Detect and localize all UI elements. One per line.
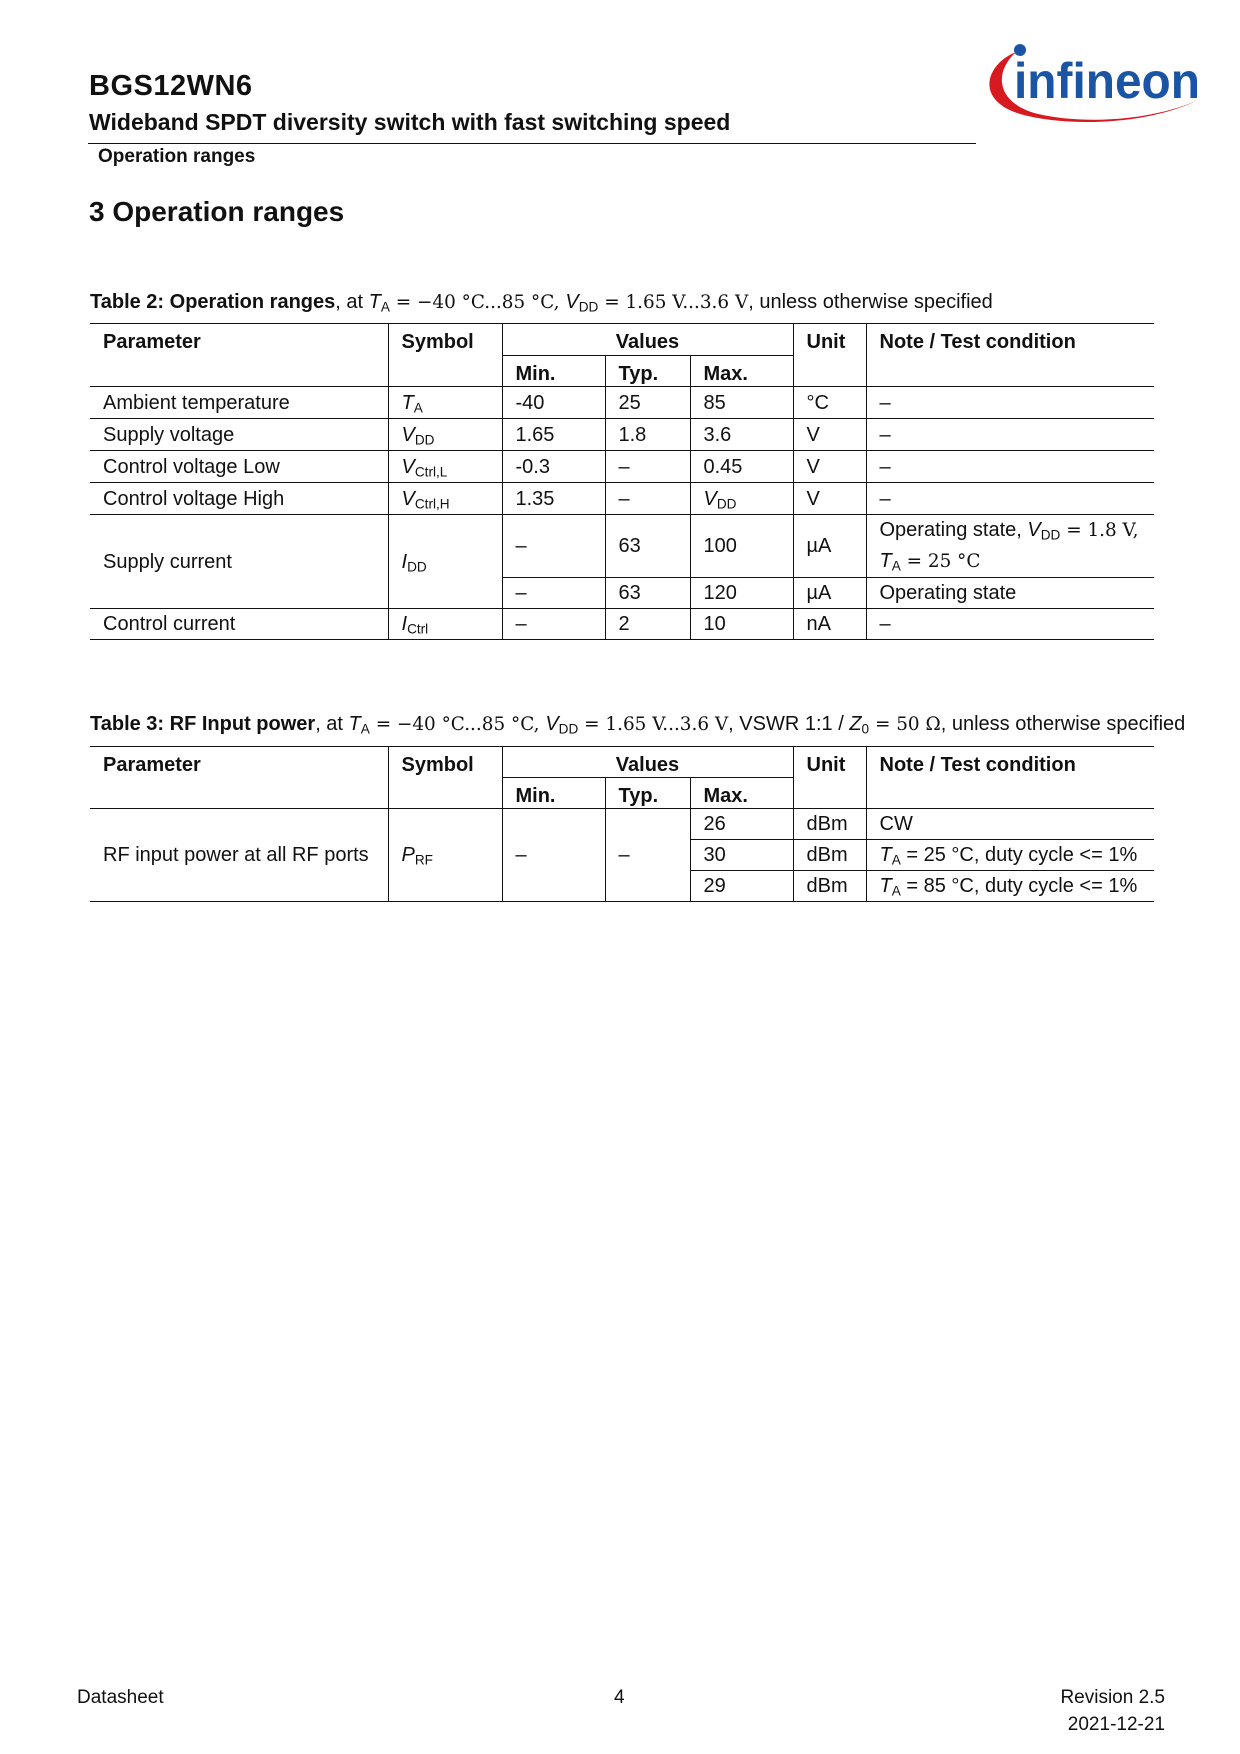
- header-values: Values: [502, 747, 793, 778]
- header-parameter: Parameter: [103, 754, 201, 776]
- header-unit: Unit: [793, 324, 866, 387]
- header-parameter: Parameter: [103, 331, 201, 353]
- operation-ranges-table: [90, 323, 1154, 640]
- header-rule: [88, 143, 976, 144]
- rf-input-power-table: [90, 746, 1154, 902]
- running-head: Operation ranges: [98, 146, 256, 167]
- footer-date: 2021-12-21: [1067, 1714, 1165, 1735]
- header-min: Min.: [502, 356, 605, 387]
- table3-caption: Table 3: RF Input power, at $T_A = -40$ °C...85 °C, $V_{DD} = 1.65$ V...3.6 V, VSWR 1:1 / $Z_0 = 50$ Ω, unless otherwise specified: [90, 713, 1186, 737]
- document-subtitle: Wideband SPDT diversity switch with fast switching speed: [89, 109, 731, 135]
- header-unit: Unit: [793, 747, 866, 809]
- table-row: Supply voltage $V_{DD}$ 1.65 1.8 3.6 V –: [90, 419, 1154, 451]
- header-max: Max.: [690, 356, 793, 387]
- footer-doc-type: Datasheet: [77, 1687, 164, 1708]
- footer-page-number: 4: [614, 1687, 625, 1708]
- table-row: Ambient temperature $T_A$ -40 25 85 °C –: [90, 387, 1154, 419]
- header-symbol: Symbol: [388, 747, 502, 809]
- table-row: Control voltage High $V_{Ctrl,H}$ 1.35 – $V_{DD}$ V –: [90, 483, 1154, 515]
- table-row: – 63 120 µA Operating state: [90, 578, 1154, 609]
- table-row: RF input power at all RF ports $P_{RF}$ – – 26 dBm CW: [90, 809, 1154, 840]
- footer-revision: Revision 2.5: [1060, 1687, 1165, 1708]
- document-title: BGS12WN6: [89, 70, 253, 102]
- header-min: Min.: [502, 778, 605, 809]
- header-typ: Typ.: [605, 778, 690, 809]
- header-values: Values: [502, 324, 793, 356]
- section-heading: 3 Operation ranges: [89, 196, 345, 227]
- header-symbol: Symbol: [388, 324, 502, 387]
- header-typ: Typ.: [605, 356, 690, 387]
- table-row: 29 dBm $T_A = 85$ °C, duty cycle <= 1%: [90, 871, 1154, 902]
- table2-caption: Table 2: Operation ranges, at $T_A = -40$ °C...85 °C, $V_{DD} = 1.65$ V...3.6 V, unless otherwise specified: [90, 291, 993, 315]
- logo-wordmark: infineon: [1014, 53, 1200, 109]
- infineon-logo: [980, 38, 1208, 136]
- table-row: Supply current $I_{DD}$ – 63 100 µA Operating state, $V_{DD} = 1.8$ V, $T_A = 25$ °C: [90, 515, 1154, 578]
- table-row: Control current $I_{Ctrl}$ – 2 10 nA –: [90, 609, 1154, 640]
- header-note: Note / Test condition: [866, 324, 1154, 387]
- header-note: Note / Test condition: [866, 747, 1154, 809]
- table-row: Control voltage Low $V_{Ctrl,L}$ -0.3 – 0.45 V –: [90, 451, 1154, 483]
- header-max: Max.: [690, 778, 793, 809]
- table-row: 30 dBm $T_A = 25$ °C, duty cycle <= 1%: [90, 840, 1154, 871]
